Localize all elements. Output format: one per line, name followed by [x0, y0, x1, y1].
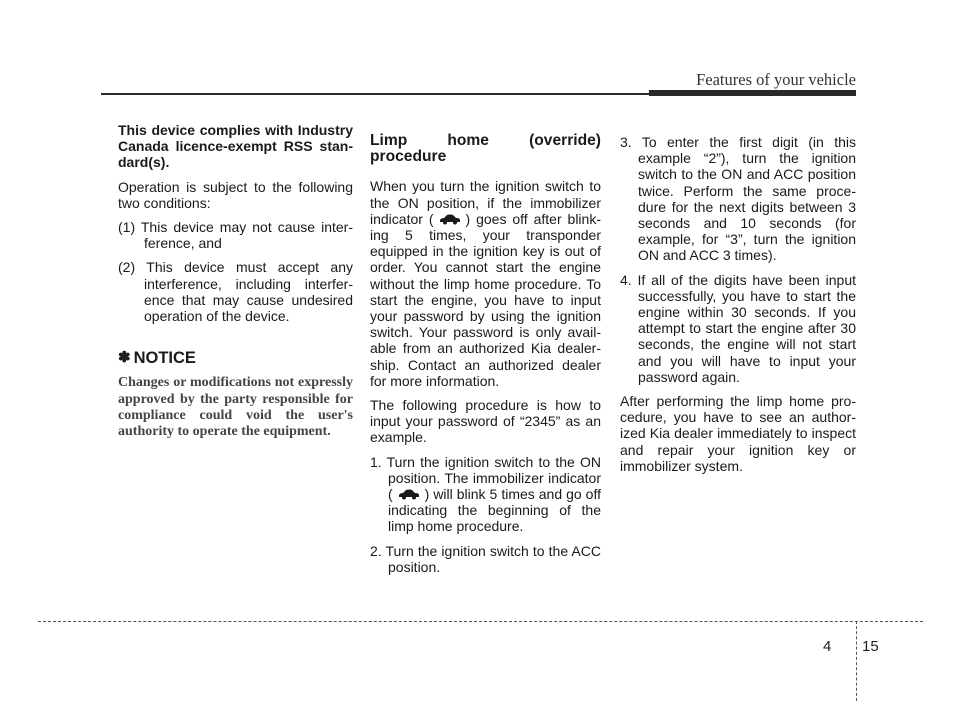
- section-title: Limp home (override) procedure: [370, 132, 601, 166]
- car-immobilizer-icon: [438, 213, 462, 225]
- car-immobilizer-icon: [397, 488, 421, 500]
- notice-body: Changes or modifications not expressly approved by the party responsible for compliance could void the user's authority to operate the equipment.: [118, 375, 353, 440]
- right-column: [620, 134, 856, 482]
- step-2: 2. Turn the ignition switch to the ACC position.: [370, 542, 601, 575]
- step-3: 3. To enter the first digit (in this example “2”), turn the ignition switch to the ON and ACC position twice. Perform the same proce-dure for the next digits between 3 seconds and 10 seconds (for example, for “3”, turn the ignition ON and ACC 3 times).: [620, 134, 856, 264]
- page-number: 15: [862, 638, 879, 655]
- notice-heading: [118, 350, 353, 366]
- chapter-number: 4: [823, 638, 832, 655]
- left-column: [118, 122, 353, 440]
- page-header-title: Features of your vehicle: [696, 70, 856, 89]
- header-rule-accent: [649, 90, 856, 96]
- step-4: 4. If all of the digits have been input successfully, you have to start the engine within 30 seconds. If you attempt to start the engine after 30 seconds, the engine will not start and you will have to input your password again.: [620, 271, 856, 385]
- step-1: [370, 454, 601, 535]
- limp-home-intro-b: ) goes off after blink-ing 5 times, your transponder equipped in the ignition key is out of order. You cannot start the engine without the limp home procedure. To start the engine, you have to input your password by using the ignition switch. Your password is only avail-able from an authorized Kia dealer-ship. Contact an authorized dealer for more information.: [370, 210, 601, 389]
- notice-title: NOTICE: [133, 349, 196, 368]
- step-1-a: 1. Turn the ignition switch to the ON position. The immobilizer indicator (: [370, 453, 601, 503]
- closing-paragraph: After performing the limp home pro-cedure, you have to see an author-ized Kia dealer immediately to inspect and repair your ignition key or immobilizer system.: [620, 393, 856, 474]
- password-example: The following procedure is how to input your password of “2345” as an example.: [370, 397, 601, 446]
- compliance-statement: This device complies with Industry Canada licence-exempt RSS stan-dard(s).: [118, 122, 353, 171]
- step-1-b: ) will blink 5 times and go off indicating the beginning of the limp home procedure.: [388, 486, 601, 535]
- condition-1: (1) This device may not cause inter-ference, and: [118, 219, 353, 252]
- operation-intro: Operation is subject to the following two conditions:: [118, 178, 353, 211]
- limp-home-intro-a: When you turn the ignition switch to the ON position, if the immobilizer indicator (: [370, 178, 601, 227]
- condition-2: (2) This device must accept any interference, including interfer-ence that may cause undesired operation of the device.: [118, 259, 353, 325]
- notice-star-icon: ✽: [118, 349, 131, 367]
- limp-home-intro: [370, 178, 601, 389]
- footer-divider: [856, 621, 857, 701]
- middle-column: [370, 133, 601, 583]
- footer-rule: [38, 621, 923, 622]
